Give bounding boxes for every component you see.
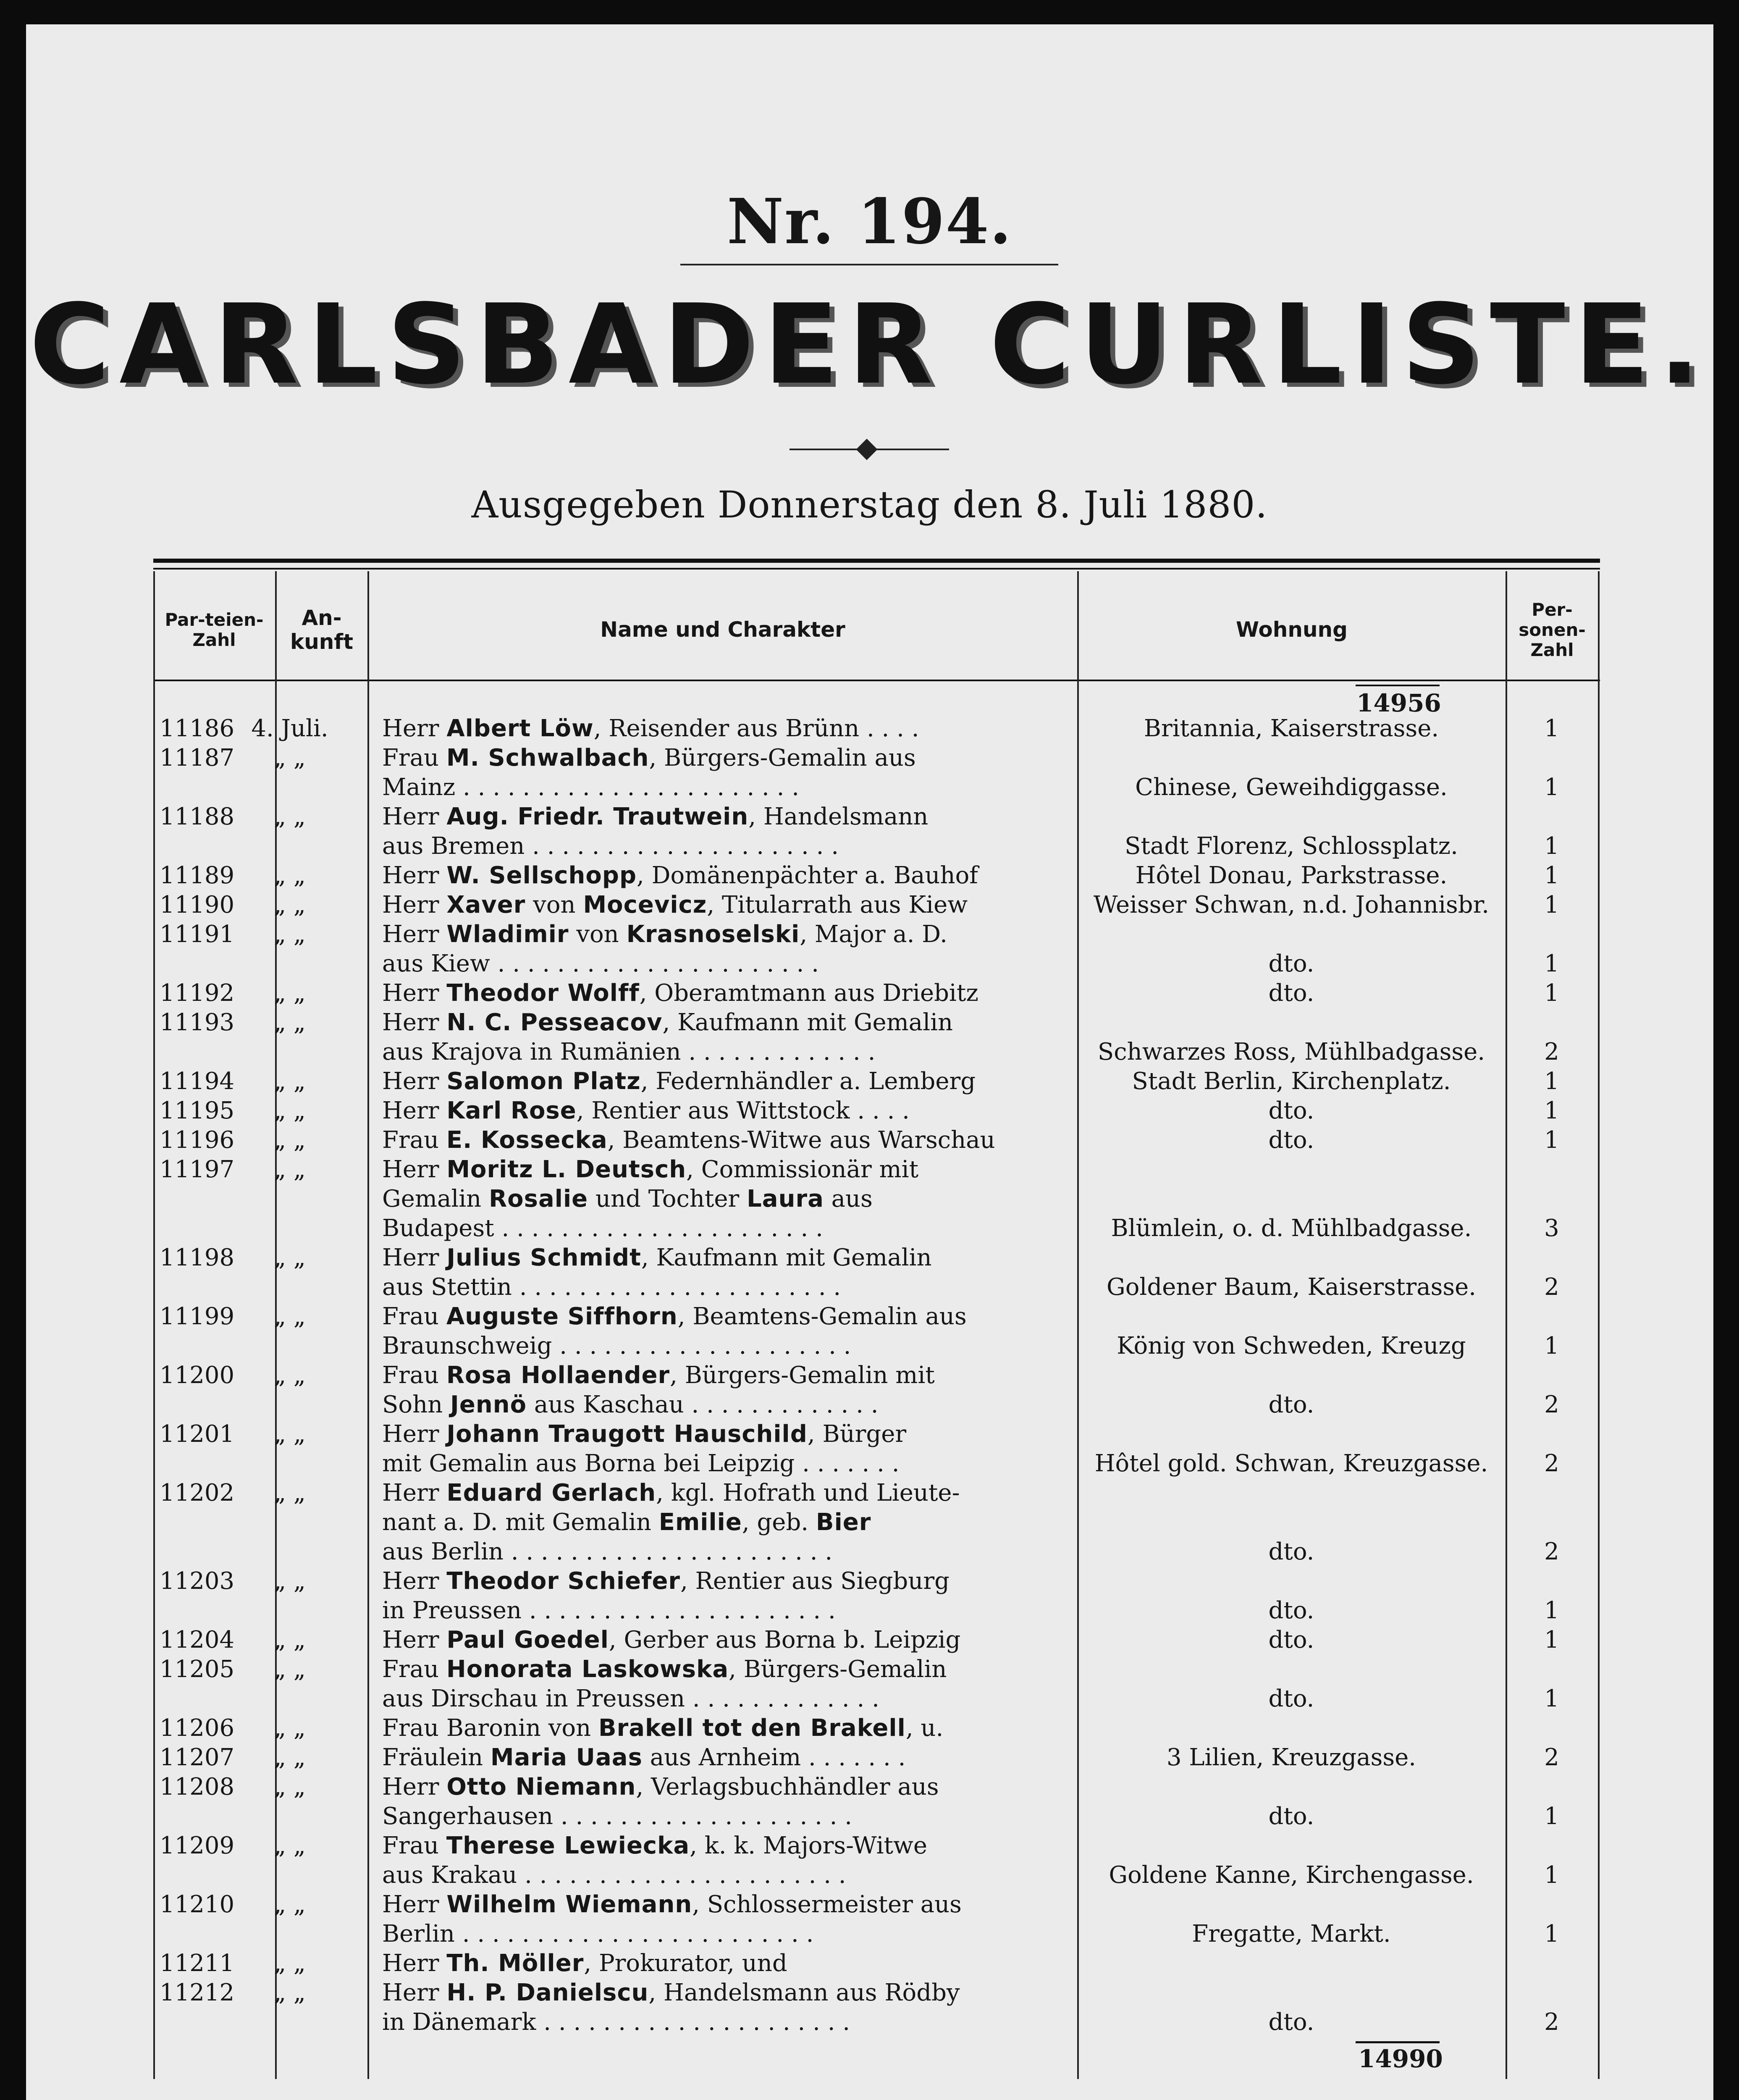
final-total: 14990 bbox=[1358, 2045, 1443, 2073]
guest-name-and-title bbox=[382, 1243, 1073, 1302]
name-line: Herr N. C. Pesseacov, Kaufmann mit Gemalin bbox=[382, 1009, 953, 1036]
residence: Schwarzes Ross, Mühlbadgasse. bbox=[1097, 1038, 1485, 1066]
residence: dto. bbox=[1268, 1597, 1314, 1624]
name-line: Herr Wladimir von Krasnoselski, Major a. D. bbox=[382, 921, 947, 948]
residence: dto. bbox=[1268, 1626, 1314, 1654]
table-top-rule bbox=[153, 559, 1600, 563]
party-number: 11201 bbox=[160, 1420, 235, 1448]
party-number: 11207 bbox=[160, 1744, 235, 1771]
name-line: Herr Albert Löw, Reisender aus Brünn . . . . bbox=[382, 715, 919, 742]
arrival-date: „ „ bbox=[274, 862, 306, 889]
party-number: 11196 bbox=[160, 1126, 235, 1154]
persons-count: 2 bbox=[1544, 1391, 1559, 1418]
persons-count: 1 bbox=[1544, 1597, 1559, 1624]
party-number: 11208 bbox=[160, 1773, 235, 1801]
name-line: Fräulein Maria Uaas aus Arnheim . . . . . . . bbox=[382, 1744, 906, 1771]
residence: dto. bbox=[1268, 1685, 1314, 1712]
name-line: Frau Rosa Hollaender, Bürgers-Gemalin mit bbox=[382, 1362, 935, 1389]
persons-count: 1 bbox=[1544, 1332, 1559, 1360]
residence: Goldener Baum, Kaiserstrasse. bbox=[1106, 1273, 1477, 1301]
guest-name-and-title bbox=[382, 1978, 1073, 2037]
title-rule bbox=[680, 264, 1058, 265]
party-number: 11200 bbox=[160, 1362, 235, 1389]
name-line: Herr Theodor Wolff, Oberamtmann aus Driebitz bbox=[382, 979, 978, 1007]
arrival-date: „ „ bbox=[274, 1097, 306, 1124]
name-line: Herr Th. Möller, Prokurator, und bbox=[382, 1950, 787, 1977]
total-top-rule bbox=[1356, 685, 1440, 686]
arrival-date: „ „ bbox=[274, 1068, 306, 1095]
guest-name-and-title bbox=[382, 1067, 1073, 1096]
arrival-date: „ „ bbox=[274, 1479, 306, 1507]
name-line: Berlin . . . . . . . . . . . . . . . . . . . . . . . . bbox=[382, 1920, 814, 1948]
arrival-date: „ „ bbox=[274, 1126, 306, 1154]
guest-name-and-title bbox=[382, 1126, 1073, 1155]
party-number: 11212 bbox=[160, 1979, 235, 2006]
guest-name-and-title bbox=[382, 920, 1073, 979]
name-line: Herr Wilhelm Wiemann, Schlossermeister aus bbox=[382, 1891, 962, 1918]
persons-count: 1 bbox=[1544, 1685, 1559, 1712]
name-line: Herr Xaver von Mocevicz, Titularrath aus Kiew bbox=[382, 891, 968, 919]
column-divider bbox=[1077, 571, 1079, 2079]
guest-name-and-title bbox=[382, 1831, 1073, 1890]
party-number: 11189 bbox=[160, 862, 235, 889]
name-line: Herr Julius Schmidt, Kaufmann mit Gemalin bbox=[382, 1244, 932, 1271]
arrival-date: „ „ bbox=[274, 1979, 306, 2006]
name-line: Frau Honorata Laskowska, Bürgers-Gemalin bbox=[382, 1656, 947, 1683]
party-number: 11191 bbox=[160, 921, 235, 948]
persons-count: 1 bbox=[1544, 862, 1559, 889]
guest-name-and-title bbox=[382, 1625, 1073, 1655]
name-line: Frau Baronin von Brakell tot den Brakell, u. bbox=[382, 1714, 944, 1742]
persons-count: 1 bbox=[1544, 1626, 1559, 1654]
name-line: aus Kiew . . . . . . . . . . . . . . . . . . . . . . bbox=[382, 950, 819, 977]
guest-name-and-title bbox=[382, 1155, 1073, 1243]
masthead-title: CARLSBADER CURLISTE. bbox=[29, 281, 1710, 409]
persons-count: 1 bbox=[1544, 715, 1559, 742]
party-number: 11198 bbox=[160, 1244, 235, 1271]
header-arrival: An-kunft bbox=[290, 605, 354, 654]
residence: Weisser Schwan, n.d. Johannisbr. bbox=[1094, 891, 1489, 919]
guest-name-and-title bbox=[382, 1714, 1073, 1743]
name-line: Herr Theodor Schiefer, Rentier aus Siegburg bbox=[382, 1567, 949, 1595]
arrival-date: „ „ bbox=[274, 1714, 306, 1742]
guest-name-and-title bbox=[382, 1743, 1073, 1772]
name-line: Herr Moritz L. Deutsch, Commissionär mit bbox=[382, 1156, 919, 1183]
persons-count: 2 bbox=[1544, 1273, 1559, 1301]
issue-number: Nr. 194. bbox=[727, 185, 1012, 258]
arrival-date: „ „ bbox=[274, 1567, 306, 1595]
guest-name-and-title bbox=[382, 979, 1073, 1008]
column-divider bbox=[367, 571, 369, 2079]
residence: Goldene Kanne, Kirchengasse. bbox=[1109, 1861, 1474, 1889]
total-bottom-rule bbox=[1356, 2041, 1440, 2043]
residence: dto. bbox=[1268, 1391, 1314, 1418]
name-line: aus Bremen . . . . . . . . . . . . . . . . . . . . . bbox=[382, 832, 839, 860]
name-line: Frau E. Kossecka, Beamtens-Witwe aus Warschau bbox=[382, 1126, 995, 1154]
name-line: mit Gemalin aus Borna bei Leipzig . . . . . . . bbox=[382, 1450, 900, 1477]
name-line: Herr Eduard Gerlach, kgl. Hofrath und Lieute- bbox=[382, 1479, 960, 1507]
guest-name-and-title bbox=[382, 1361, 1073, 1420]
persons-count: 2 bbox=[1544, 1038, 1559, 1066]
name-line: Sohn Jennö aus Kaschau . . . . . . . . . . . . . bbox=[382, 1391, 879, 1418]
persons-count: 2 bbox=[1544, 2008, 1559, 2036]
name-line: nant a. D. mit Gemalin Emilie, geb. Bier bbox=[382, 1509, 871, 1536]
guest-name-and-title bbox=[382, 890, 1073, 920]
name-line: Sangerhausen . . . . . . . . . . . . . . . . . . . . bbox=[382, 1803, 852, 1830]
residence: dto. bbox=[1268, 1126, 1314, 1154]
residence: dto. bbox=[1268, 2008, 1314, 2036]
guest-name-and-title bbox=[382, 1890, 1073, 1949]
residence: dto. bbox=[1268, 950, 1314, 977]
guest-name-and-title bbox=[382, 1008, 1073, 1067]
persons-count: 1 bbox=[1544, 979, 1559, 1007]
persons-count: 1 bbox=[1544, 950, 1559, 977]
arrival-date: „ „ bbox=[274, 1362, 306, 1389]
party-number: 11209 bbox=[160, 1832, 235, 1859]
arrival-date: „ „ bbox=[274, 979, 306, 1007]
arrival-date: „ „ bbox=[274, 1244, 306, 1271]
persons-count: 1 bbox=[1544, 774, 1559, 801]
party-number: 11186 bbox=[160, 715, 235, 742]
persons-count: 1 bbox=[1544, 1126, 1559, 1154]
arrival-date: „ „ bbox=[274, 1950, 306, 1977]
residence: Chinese, Geweihdiggasse. bbox=[1135, 774, 1448, 801]
party-number: 11194 bbox=[160, 1068, 235, 1095]
name-line: Herr Aug. Friedr. Trautwein, Handelsmann bbox=[382, 803, 929, 830]
party-number: 11211 bbox=[160, 1950, 235, 1977]
residence: dto. bbox=[1268, 1538, 1314, 1565]
name-line: aus Berlin . . . . . . . . . . . . . . . . . . . . . . bbox=[382, 1538, 833, 1565]
party-number: 11190 bbox=[160, 891, 235, 919]
residence: König von Schweden, Kreuzg bbox=[1117, 1332, 1466, 1360]
name-line: Gemalin Rosalie und Tochter Laura aus bbox=[382, 1185, 873, 1213]
guest-name-and-title bbox=[382, 743, 1073, 802]
ornament-divider bbox=[790, 449, 949, 450]
column-divider bbox=[1506, 571, 1507, 2079]
residence: Blümlein, o. d. Mühlbadgasse. bbox=[1111, 1215, 1472, 1242]
arrival-date: „ „ bbox=[274, 891, 306, 919]
name-line: Frau Auguste Siffhorn, Beamtens-Gemalin aus bbox=[382, 1303, 967, 1330]
column-divider bbox=[1598, 571, 1600, 2079]
header-name: Name und Charakter bbox=[600, 617, 845, 642]
name-line: Mainz . . . . . . . . . . . . . . . . . . . . . . . bbox=[382, 774, 800, 801]
party-number: 11206 bbox=[160, 1714, 235, 1742]
name-line: in Preussen . . . . . . . . . . . . . . . . . . . . . bbox=[382, 1597, 836, 1624]
persons-count: 1 bbox=[1544, 832, 1559, 860]
party-number: 11193 bbox=[160, 1009, 235, 1036]
header-residence: Wohnung bbox=[1236, 617, 1348, 642]
carried-forward-total: 14956 bbox=[1356, 689, 1441, 717]
residence: Britannia, Kaiserstrasse. bbox=[1144, 715, 1439, 742]
residence: Fregatte, Markt. bbox=[1192, 1920, 1391, 1948]
name-line: Braunschweig . . . . . . . . . . . . . . . . . . . . bbox=[382, 1332, 851, 1360]
arrival-date: „ „ bbox=[274, 1891, 306, 1918]
arrival-date: „ „ bbox=[274, 1009, 306, 1036]
residence: Hôtel gold. Schwan, Kreuzgasse. bbox=[1094, 1450, 1488, 1477]
residence: Stadt Florenz, Schlossplatz. bbox=[1125, 832, 1458, 860]
name-line: Frau Therese Lewiecka, k. k. Majors-Witwe bbox=[382, 1832, 928, 1859]
party-number: 11204 bbox=[160, 1626, 235, 1654]
name-line: aus Stettin . . . . . . . . . . . . . . . . . . . . . . bbox=[382, 1273, 841, 1301]
party-number: 11188 bbox=[160, 803, 235, 830]
party-number: 11192 bbox=[160, 979, 235, 1007]
arrival-date: „ „ bbox=[274, 1773, 306, 1801]
column-divider bbox=[153, 571, 155, 2079]
name-line: aus Krajova in Rumänien . . . . . . . . . . . . . bbox=[382, 1038, 876, 1066]
persons-count: 1 bbox=[1544, 1097, 1559, 1124]
party-number: 11195 bbox=[160, 1097, 235, 1124]
name-line: aus Krakau . . . . . . . . . . . . . . . . . . . . . . bbox=[382, 1861, 846, 1889]
name-line: Budapest . . . . . . . . . . . . . . . . . . . . . . bbox=[382, 1215, 823, 1242]
guest-name-and-title bbox=[382, 714, 1073, 743]
party-number: 11187 bbox=[160, 744, 235, 772]
arrival-date: „ „ bbox=[274, 744, 306, 772]
name-line: aus Dirschau in Preussen . . . . . . . . . . . . . bbox=[382, 1685, 879, 1712]
guest-name-and-title bbox=[382, 1420, 1073, 1478]
name-line: Herr Otto Niemann, Verlagsbuchhändler aus bbox=[382, 1773, 939, 1801]
table-header-rule bbox=[153, 680, 1600, 681]
guest-name-and-title bbox=[382, 861, 1073, 890]
residence: dto. bbox=[1268, 979, 1314, 1007]
residence: Stadt Berlin, Kirchenplatz. bbox=[1132, 1068, 1451, 1095]
name-line: Herr W. Sellschopp, Domänenpächter a. Bauhof bbox=[382, 862, 978, 889]
party-number: 11197 bbox=[160, 1156, 235, 1183]
name-line: Herr Salomon Platz, Federnhändler a. Lemberg bbox=[382, 1068, 976, 1095]
arrival-date: „ „ bbox=[274, 1656, 306, 1683]
name-line: Herr Karl Rose, Rentier aus Wittstock . . . . bbox=[382, 1097, 910, 1124]
name-line: Frau M. Schwalbach, Bürgers-Gemalin aus bbox=[382, 744, 916, 772]
name-line: Herr Johann Traugott Hauschild, Bürger bbox=[382, 1420, 907, 1448]
header-persons: Per-sonen-Zahl bbox=[1519, 599, 1586, 661]
guest-name-and-title bbox=[382, 1096, 1073, 1126]
arrival-date: „ „ bbox=[274, 1156, 306, 1183]
issued-date-line: Ausgegeben Donnerstag den 8. Juli 1880. bbox=[471, 483, 1268, 526]
name-line: in Dänemark . . . . . . . . . . . . . . . . . . . . . bbox=[382, 2008, 850, 2036]
arrival-date: „ „ bbox=[274, 1626, 306, 1654]
guest-name-and-title bbox=[382, 1478, 1073, 1567]
table-top-rule-thin bbox=[153, 568, 1600, 570]
header-number: Par-teien-Zahl bbox=[165, 609, 264, 650]
arrival-date: „ „ bbox=[274, 921, 306, 948]
arrival-date: „ „ bbox=[274, 1303, 306, 1330]
name-line: Herr H. P. Danielscu, Handelsmann aus Rödby bbox=[382, 1979, 960, 2006]
persons-count: 2 bbox=[1544, 1450, 1559, 1477]
residence: 3 Lilien, Kreuzgasse. bbox=[1166, 1744, 1416, 1771]
party-number: 11203 bbox=[160, 1567, 235, 1595]
guest-name-and-title bbox=[382, 1655, 1073, 1714]
persons-count: 1 bbox=[1544, 891, 1559, 919]
persons-count: 1 bbox=[1544, 1861, 1559, 1889]
party-number: 11202 bbox=[160, 1479, 235, 1507]
guest-name-and-title bbox=[382, 1772, 1073, 1831]
party-number: 11205 bbox=[160, 1656, 235, 1683]
residence: dto. bbox=[1268, 1097, 1314, 1124]
arrival-date: 4. Juli. bbox=[251, 715, 328, 742]
persons-count: 1 bbox=[1544, 1920, 1559, 1948]
persons-count: 2 bbox=[1544, 1538, 1559, 1565]
guest-name-and-title bbox=[382, 1302, 1073, 1361]
persons-count: 2 bbox=[1544, 1744, 1559, 1771]
guest-name-and-title bbox=[382, 1949, 1073, 1978]
arrival-date: „ „ bbox=[274, 1744, 306, 1771]
guest-name-and-title bbox=[382, 1567, 1073, 1625]
persons-count: 1 bbox=[1544, 1068, 1559, 1095]
persons-count: 3 bbox=[1544, 1215, 1559, 1242]
name-line: Herr Paul Goedel, Gerber aus Borna b. Leipzig bbox=[382, 1626, 961, 1654]
party-number: 11199 bbox=[160, 1303, 235, 1330]
guest-name-and-title bbox=[382, 802, 1073, 861]
arrival-date: „ „ bbox=[274, 1420, 306, 1448]
residence: dto. bbox=[1268, 1803, 1314, 1830]
persons-count: 1 bbox=[1544, 1803, 1559, 1830]
party-number: 11210 bbox=[160, 1891, 235, 1918]
arrival-date: „ „ bbox=[274, 1832, 306, 1859]
arrival-date: „ „ bbox=[274, 803, 306, 830]
residence: Hôtel Donau, Parkstrasse. bbox=[1135, 862, 1448, 889]
